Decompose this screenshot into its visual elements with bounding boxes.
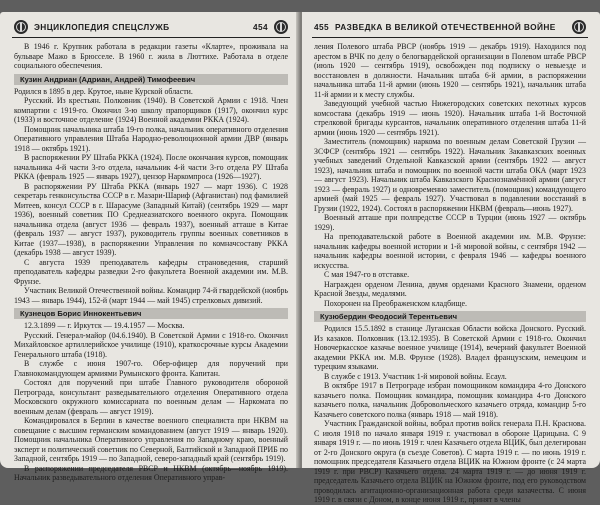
intro-paragraph: В 1946 г. Крупник работала в редакции газеты «Кларте», проживала на бульваре Мажо в Брюсселе. В 1960 г. жила в Люттихе. Работала в отделе социального обеспечения. xyxy=(14,42,288,70)
entry-paragraph: В распоряжении председателя РВСР и НКВМ (октябрь—ноябрь 1919). Начальник разведывательного отделения Оперативного управ- xyxy=(14,463,288,482)
entry-heading: Кузин Андриан (Адриан, Андрей) Тимофеевич xyxy=(14,74,288,85)
continued-paragraph: ления Полевого штаба РВСР (ноябрь 1919 — декабрь 1919). Находился под арестом в ВЧК по делу о белогвардейской организации в Полевом штабе РВСР (июль 1920 — сентябрь 1919), освобожден под подписку о невыезде и восстановлен в должности. Начальник штаба 6-й армии, в распоряжении начальника штаба 11-й армии (июнь 1920 — сентябрь 1921), начальник штаба 11-й армии и к месту службы. xyxy=(314,42,586,99)
entry-paragraph: В службе с 1913. Участник 1-й мировой войны. Есаул. xyxy=(324,371,507,381)
entry-heading: Кузнецов Борис Иннокентьевич xyxy=(14,308,288,319)
right-page xyxy=(302,12,600,504)
entry-paragraph: В распоряжении РУ Штаба РККА (январь 1927 — март 1936). С 1928 секретарь генконсульства СССР в г. Мазари-Шариф (Афганистан) под фамилией Митеев, консул СССР в г. Шарасуме (Западный Китай) (сентябрь 1929 — март 1936), военный советник ПО Среднеазиатского военного округа. Помощник начальника отдела (август 1936 — февраль 1937), военный атташе в Китае (февраль 1937 — август 1937), руководитель группы военных советников в Китае (1937—1938), в распоряжении Управления по комначсоставу РККА (декабрь 1938 — август 1939). xyxy=(14,181,288,257)
paragraph: Военный атташе при полпредстве СССР в Турции (июнь 1927 — октябрь 1929). xyxy=(314,213,586,232)
left-page-header xyxy=(14,18,288,36)
paragraph: Похоронен на Преображенском кладбище. xyxy=(324,298,467,308)
header-rule xyxy=(12,37,290,38)
paragraph: С мая 1947-го в отставке. xyxy=(324,270,410,279)
paragraph: Заведующий учебной частью Нижегородских советских пехотных курсов комсостава (декабрь 1919 — июнь 1920). Начальник штаба 1-й Восточной стрелковой бригады курсантов, начальник оперативного отделения штаба 11-й армии (июнь 1920 — сентябрь 1921). xyxy=(314,99,586,137)
paragraph: На преподавательской работе в Военной академии им. М.В. Фрунзе: начальник кафедры военной истории и 1-й мировой войны, с сентября 1942 — начальник кафедры военной истории, с февраля 1946 — кафедры военного искусства. xyxy=(314,232,586,270)
running-title: РАЗВЕДКА В ВЕЛИКОЙ ОТЕЧЕСТВЕННОЙ ВОЙНЕ xyxy=(335,22,556,32)
right-text-column xyxy=(314,42,586,504)
entry-paragraph: В распоряжении РУ Штаба РККА (1924). После окончания курсов, помощник начальника 4-й части 3-го отдела, начальник 4-й части 3-го отдела РУ Штаба РККА (февраль 1925 — январь 1927), цензор Наркомпроса (1926—1927). xyxy=(14,153,288,181)
entry-paragraph: Состоял для поручений при штабе Главного руководителя обороной Петрограда, консультант разведывательного отделения Оперативного отдела Московского окружного комиссариата по военным делам — Наркомата по военным делам (февраль — август 1919). xyxy=(14,378,288,416)
emblem-icon xyxy=(14,20,28,34)
page-number: 455 xyxy=(314,22,330,32)
entry-paragraph: В октябре 1917 в Петрограде избран помощником командира 4-го Донского казачьего полка. Помощник командира, помощник командира 4-го Донского казачьего полка, начальник Добровольческого казачьего отряда, командир 5-го Казачьего советского полка (январь 1918 — май 1918). xyxy=(314,381,586,419)
entry-paragraph: Родился 15.5.1892 в станице Луганская Области войска Донского. Русский. Из казаков. Полковник (13.12.1935). В Советской Армии с 1918-го. Окончил Новочеркасское казачье военное училище (1914), вечерний факультет Военной академии РККА им. М.В. Фрунзе (1928). Владел французским, немецким и турецким языками. xyxy=(314,324,586,371)
right-page-header xyxy=(314,18,586,36)
entry-paragraph: Участник Великой Отечественной войны. Командир 74-й гвардейской (ноябрь 1943 — январь 1944), 152-й (март 1944 — май 1945) стрелковых дивизий. xyxy=(14,286,288,305)
header-rule xyxy=(312,37,588,38)
entry-paragraph: 12.3.1899 — г. Иркутск — 19.4.1957 — Москва. xyxy=(24,321,185,330)
page-number: 454 xyxy=(252,22,268,32)
entry-paragraph: Участник Гражданской войны, вобрал против войск генерала П.Н. Краснова. С июля 1918 по начало января 1919 г. участвовал в обороне Царицына. С 9 января 1919 г. — по июнь 1919 г. член Казачьего отдела ВЦИК, был делегирован от 2-го Донского округа (в съезде Советов). С марта 1919 г. — по июнь 1919 г. помощник председателя Казачьего отдела ВЦИК на Южном фронте (с 24 марта 1919 г. при РВСР) Казачьего отдела. 24 марта 1919 г. — до июня 1919 г. председатель Казачьего отдела ВЦИК на Южном фронте, под его руководством проводилась агитационно-организационная работа среди казачества. С июня 1919 г. в связи с Доном, в конце июня 1919 г., принят в члены xyxy=(314,419,586,504)
left-page xyxy=(0,12,300,482)
entry-paragraph: В службе с июня 1907-го. Обер-офицер для поручений при Главнокомандующем армиями Румынского фронта. Капитан. xyxy=(14,359,288,378)
paragraph: Награжден орденом Ленина, двумя орденами Красного Знамени, орденом Красной Звезды, медалями. xyxy=(314,279,586,298)
entry-heading: Кузюбердин Феодосий Терентьевич xyxy=(314,311,586,322)
entry-paragraph: Родился в 1895 в дер. Крутое, ныне Курской области. xyxy=(14,86,193,96)
entry-paragraph: Командировался в Берлин в качестве военного специалиста при НКВМ на совещание с высшим германским командованием (август 1919 — январь 1920). Помощник начальника Оперативного управления по Западному краю, военный эксперт и политический советник по Северной, Балтийской и Западной ПРИБ по Западной, сентябрь 1919 — по Западной, северо-западный край (сентябрь 1919). xyxy=(14,416,288,463)
paragraph: Заместитель (помощник) наркома по военным делам Советской Грузии — ЗСФСР (сентябрь 1921 — сентябрь 1922). Начальник Закавказских военных учебных заведений Отдельной Кавказской армии (сентябрь 1922 — август 1923), начальник штаба и помощник по военной части штаба ОКА (март 1923 — август 1923). Начальник штаба Кавказского Краснознамённой армии (август 1923 — февраль 1927) и одновременно заместитель (помощник) командующего армией (май 1925 — февраль 1927). Участвовал в подавлении восстаний в Грузии (1922, 1924). Состоял в распоряжении НКВМ (февраль—июнь 1927). xyxy=(314,137,586,213)
emblem-icon xyxy=(274,20,288,34)
entry-paragraph: Русский. Из крестьян. Полковник (1940). В Советской Армии с 1918. Член компартии с 1919-го. Окончил 3-ю школу прапорщиков (1917), окончил курс (1933) и восточное отделение (1924) Военной академии РККА (1924). xyxy=(14,96,288,124)
emblem-icon xyxy=(572,20,586,34)
running-title: ЭНЦИКЛОПЕДИЯ СПЕЦСЛУЖБ xyxy=(34,22,170,32)
entry-paragraph: С августа 1939 преподаватель кафедры страноведения, старший преподаватель кафедры разведки 2-го факультета Военной академии им. М.В. Фрунзе. xyxy=(14,257,288,286)
entry-paragraph: Помощник начальника штаба 19-го полка, начальник оперативного отделения Оперативного управления Штаба Народно-революционной армии ДВР (январь 1918 — октябрь 1921). xyxy=(14,124,288,153)
entry-paragraph: Русский. Генерал-майор (04.6.1940). В Советской Армии с 1918-го. Окончил Михайловское артиллерийское училище (1910), краткосрочные курсы Академии Генерального штаба (1918). xyxy=(14,330,288,359)
left-text-column xyxy=(14,42,288,482)
